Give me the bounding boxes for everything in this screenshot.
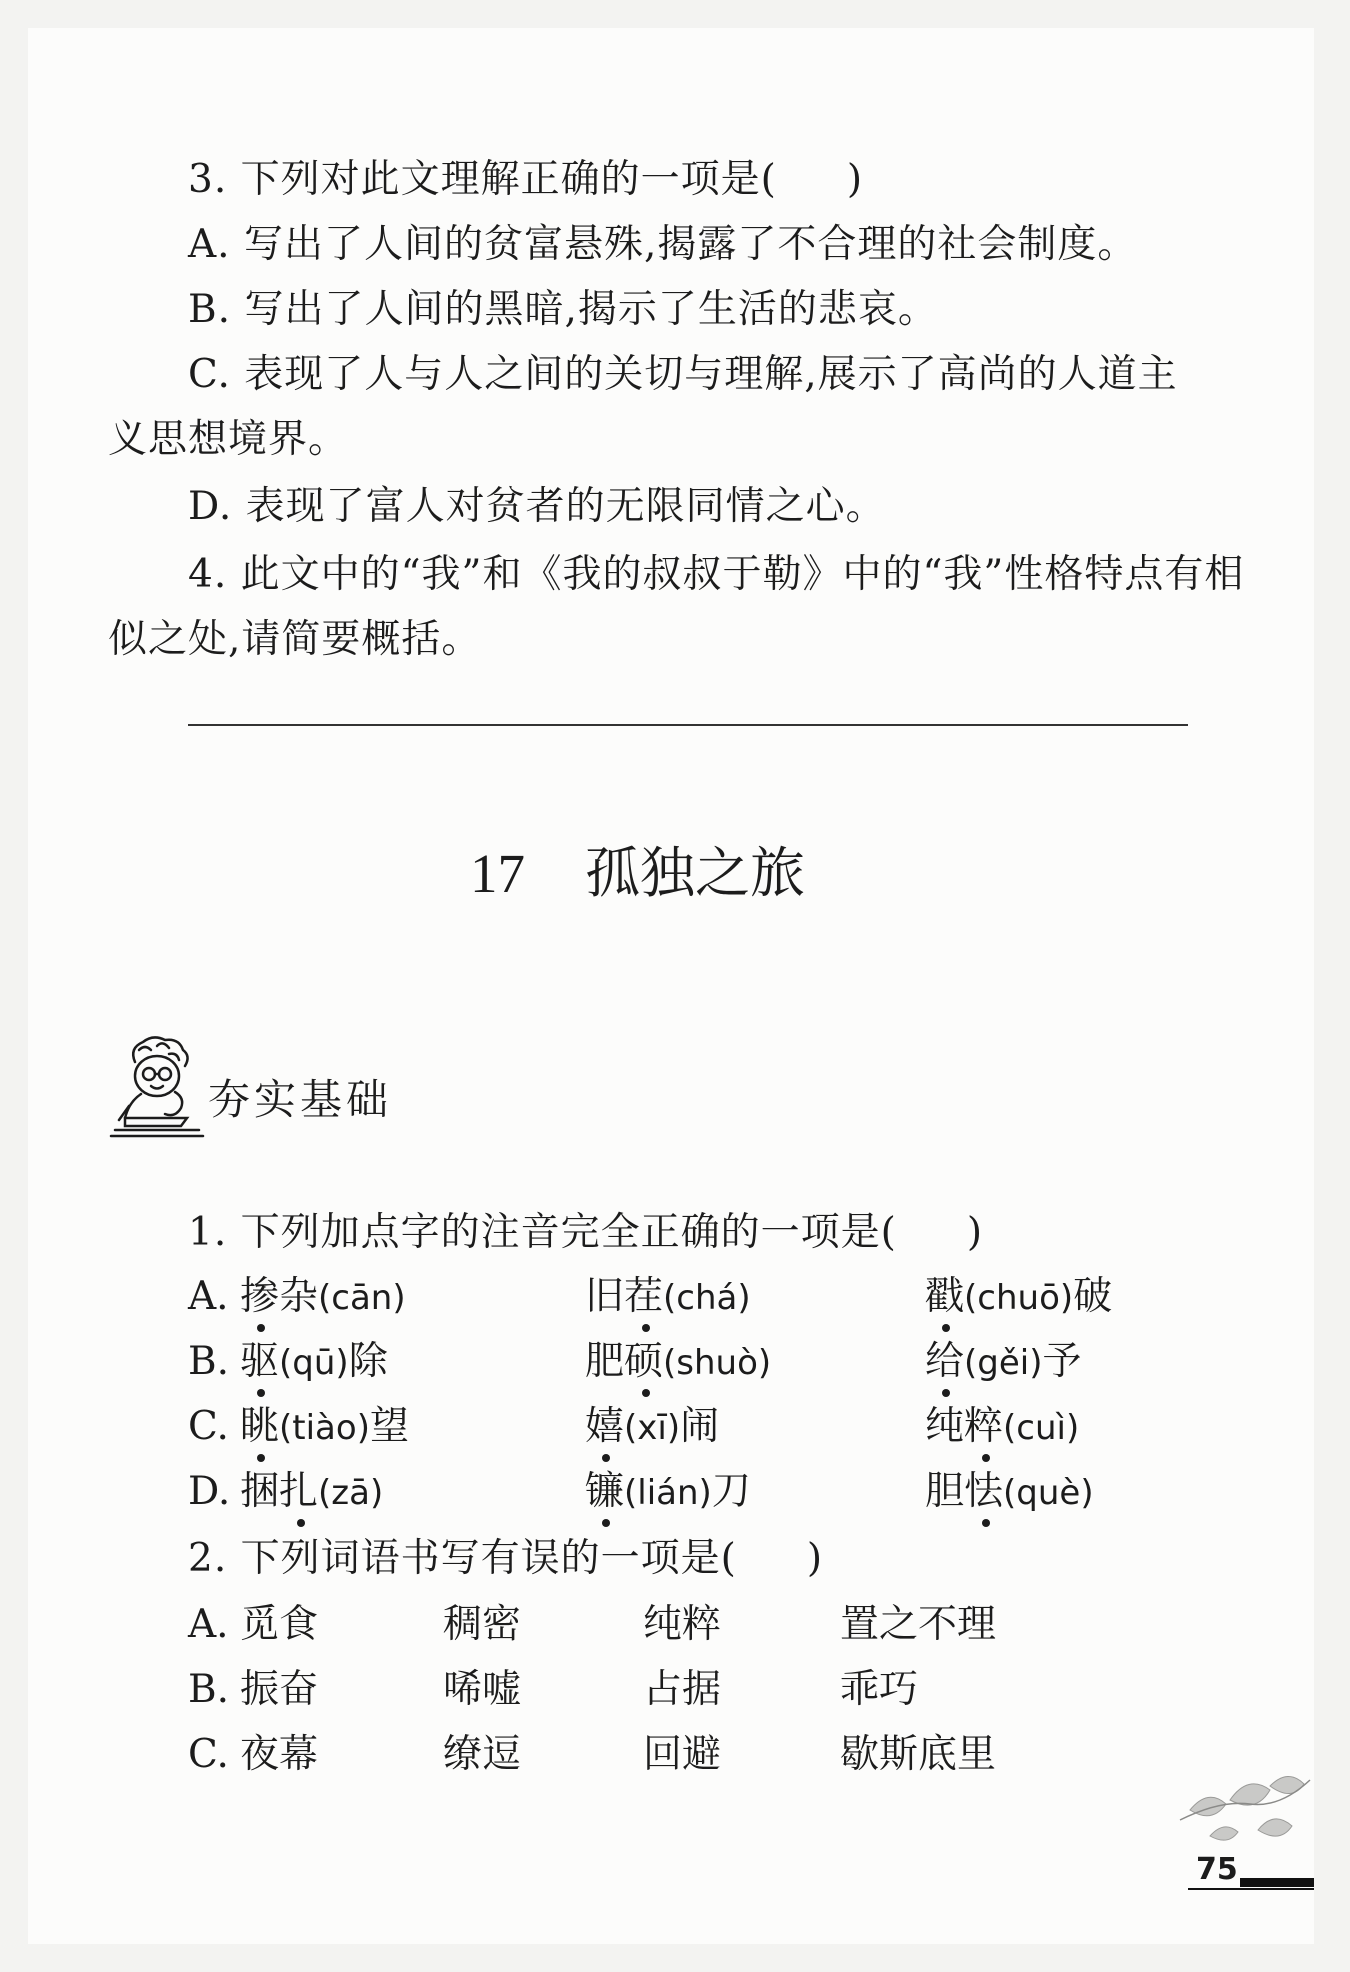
emphasis-dot	[297, 1519, 305, 1527]
page-number-bar	[1240, 1878, 1314, 1887]
emphasis-dot	[982, 1454, 990, 1462]
q2-option-word: 振奋	[240, 1667, 319, 1712]
q1-option-label: B.	[188, 1339, 230, 1384]
q3-option-c-line2: 义思想境界。	[108, 417, 349, 462]
q3-option-a: A. 写出了人间的贫富悬殊,揭露了不合理的社会制度。	[188, 222, 1138, 267]
q1-option-item	[240, 1272, 406, 1323]
q2-option-word: 缭逗	[443, 1732, 522, 1777]
word: 戳	[925, 1274, 965, 1319]
q2-option-word: 唏嘘	[443, 1667, 522, 1712]
pinyin: (shuò)	[663, 1343, 772, 1383]
q1-option-label: A.	[188, 1274, 229, 1319]
emphasis-dot	[642, 1324, 650, 1332]
q2-option-word: 占据	[643, 1667, 722, 1712]
q1-option-item	[585, 1467, 751, 1518]
pinyin: (zā)	[318, 1473, 384, 1513]
q1-option-item	[585, 1402, 719, 1453]
emphasis-dot	[942, 1324, 950, 1332]
answer-line	[188, 724, 1188, 726]
word: 纯粹	[925, 1404, 1004, 1449]
word: 镰	[585, 1469, 625, 1514]
word: 掺杂	[240, 1274, 319, 1319]
word: 肥硕	[585, 1339, 664, 1384]
pinyin: (cān)	[318, 1278, 406, 1318]
emphasis-dot	[257, 1389, 265, 1397]
q1-option-item	[240, 1402, 409, 1453]
emphasis-dot	[257, 1454, 265, 1462]
q2-option-word: 稠密	[443, 1602, 522, 1647]
q3-option-c-line1: C. 表现了人与人之间的关切与理解,展示了高尚的人道主	[188, 352, 1178, 397]
q2-option-word: 觅食	[240, 1602, 319, 1647]
word: 胆怯	[925, 1469, 1004, 1514]
q2-option-word: 夜幕	[240, 1732, 319, 1777]
word: 眺	[240, 1404, 280, 1449]
page-number-rule	[1188, 1888, 1314, 1890]
q3-option-b: B. 写出了人间的黑暗,揭示了生活的悲哀。	[188, 287, 938, 332]
q2-option-word: 置之不理	[840, 1602, 997, 1647]
word: 捆扎	[240, 1469, 319, 1514]
pinyin: (qū)	[279, 1343, 349, 1383]
q2-option-label: C.	[188, 1732, 229, 1777]
q1-option-item	[925, 1467, 1094, 1518]
q1-option-item	[585, 1337, 771, 1388]
q2-option-label: A.	[188, 1602, 229, 1647]
q1-option-item	[925, 1402, 1079, 1453]
pinyin: (chá)	[663, 1278, 751, 1318]
emphasis-dot	[602, 1454, 610, 1462]
q2-stem: 2. 下列词语书写有误的一项是( )	[188, 1536, 824, 1581]
q4-line2: 似之处,请简要概括。	[108, 617, 482, 662]
word: 给	[925, 1339, 965, 1384]
word-suffix: 予	[1042, 1339, 1082, 1384]
pinyin: (lián)	[624, 1473, 712, 1513]
pinyin: (gěi)	[964, 1343, 1043, 1383]
pinyin: (què)	[1003, 1473, 1094, 1513]
pinyin: (tiào)	[279, 1408, 370, 1448]
pinyin: (xī)	[624, 1408, 681, 1448]
lesson-number: 17	[470, 843, 525, 904]
q1-option-item	[585, 1272, 751, 1323]
word-suffix: 望	[369, 1404, 409, 1449]
word-suffix: 破	[1073, 1274, 1113, 1319]
pinyin: (cuì)	[1003, 1408, 1080, 1448]
word: 驱	[240, 1339, 280, 1384]
q2-option-word: 纯粹	[643, 1602, 722, 1647]
q3-option-d: D. 表现了富人对贫者的无限同情之心。	[188, 484, 886, 529]
q1-option-item	[240, 1337, 388, 1388]
section-heading: 夯实基础	[208, 1075, 393, 1124]
teacher-reading-icon	[105, 1032, 209, 1140]
q1-option-label: C.	[188, 1404, 229, 1449]
q2-option-label: B.	[188, 1667, 230, 1712]
q4-line1: 4. 此文中的“我”和《我的叔叔于勒》中的“我”性格特点有相	[188, 552, 1245, 597]
q1-option-item	[925, 1272, 1112, 1323]
emphasis-dot	[642, 1389, 650, 1397]
q2-option-word: 乖巧	[840, 1667, 919, 1712]
emphasis-dot	[942, 1389, 950, 1397]
q1-option-item	[240, 1467, 383, 1518]
vine-leaves-icon	[1170, 1770, 1320, 1860]
q2-option-word: 回避	[643, 1732, 722, 1777]
pinyin: (chuō)	[964, 1278, 1074, 1318]
word-suffix: 闹	[680, 1404, 720, 1449]
lesson-name: 孤独之旅	[585, 841, 806, 905]
q3-stem: 3. 下列对此文理解正确的一项是( )	[188, 157, 864, 202]
word: 嬉	[585, 1404, 625, 1449]
q2-option-word: 歇斯底里	[840, 1732, 997, 1777]
word-suffix: 除	[348, 1339, 388, 1384]
q1-option-label: D.	[188, 1469, 231, 1514]
lesson-title	[470, 838, 805, 909]
word: 旧茬	[585, 1274, 664, 1319]
emphasis-dot	[602, 1519, 610, 1527]
q1-option-item	[925, 1337, 1082, 1388]
page-number: 75	[1196, 1852, 1238, 1887]
emphasis-dot	[257, 1324, 265, 1332]
emphasis-dot	[982, 1519, 990, 1527]
word-suffix: 刀	[711, 1469, 751, 1514]
q1-stem: 1. 下列加点字的注音完全正确的一项是( )	[188, 1210, 984, 1255]
